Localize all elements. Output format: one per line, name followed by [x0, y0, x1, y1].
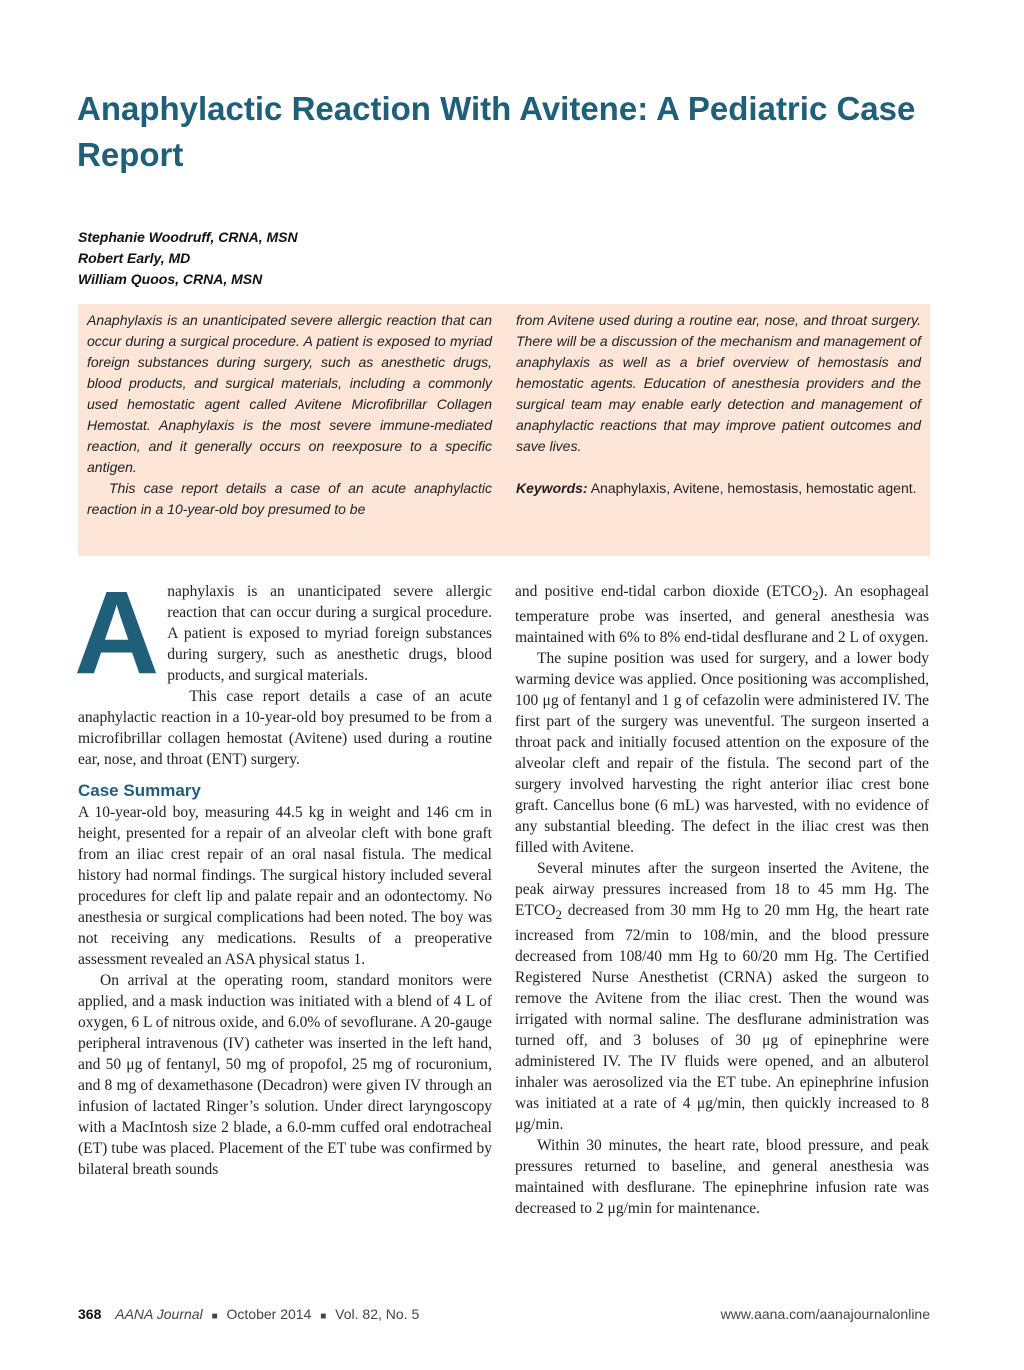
keywords [516, 478, 921, 499]
subscript: 2 [555, 907, 562, 923]
subscript: 2 [812, 588, 819, 604]
page-footer [78, 1306, 930, 1326]
intro-paragraph-2: This case report details a case of an acute anaphylactic reaction in a 10-year-old boy presumed to be from a microfibrillar collagen hemostat (Avitene) used during a routine ear, nose, and throat (ENT) surgery. [78, 688, 492, 768]
keywords-label: Keywords: [516, 480, 588, 496]
body-left-column [74, 567, 492, 1180]
abstract-paragraph-2-start: This case report details a case of an acute anaphylactic reaction in a 10-year-old boy presumed to be [87, 480, 492, 517]
footer-citation [78, 1306, 419, 1322]
body-right-column [515, 581, 929, 1219]
case-paragraph-3 [515, 581, 929, 648]
abstract-paragraph-2-end: from Avitene used during a routine ear, nose, and throat surgery. There will be a discussion of the mechanism and management of anaphylaxis as well as a brief overview of hemostasis and hemostatic agents. Education of anesthesia providers and the surgical team may enable early detection and management of anaphylactic reactions that may improve patient outcomes and save lives. [516, 312, 921, 454]
abstract-right-column [516, 310, 921, 499]
case-paragraph-1: A 10-year-old boy, measuring 44.5 kg in weight and 146 cm in height, presented for a repair of an alveolar cleft with bone graft from an iliac crest repair of an oral nasal fistula. The medical history had normal findings. The surgical history included several procedures for cleft lip and palate repair and an odontectomy. No anesthesia or surgical complications had been noted. The boy was not receiving any medications. Results of a preoperative assessment revealed an ASA physical status 1. [78, 804, 492, 968]
case-paragraph-5 [515, 858, 929, 1135]
article-title: Anaphylactic Reaction With Avitene: A Pediatric Case Report [77, 90, 916, 173]
case-paragraph-6: Within 30 minutes, the heart rate, blood pressure, and peak pressures returned to baseline, and general anesthesia was maintained with desflurane. The epinephrine infusion rate was decreased to 2 μg/min for maintenance. [515, 1137, 929, 1218]
abstract-left-column [87, 310, 492, 520]
keywords-list: Anaphylaxis, Avitene, hemostasis, hemostatic agent. [590, 480, 917, 496]
abstract-box [78, 304, 930, 556]
case-paragraph-5-a: Several minutes after the surgeon inserted the Avitene, the peak airway pressures increased from 18 to 45 mm Hg. The ETCO [515, 860, 929, 920]
case-paragraph-3-b: ). An esophageal temperature probe was inserted, and general anesthesia was maintained with 6% to 8% end-tidal desflurane and 2 L of oxygen. [515, 583, 930, 647]
section-heading: Case Summary [78, 781, 201, 800]
journal-name: AANA Journal [115, 1306, 203, 1322]
separator-icon: ■ [320, 1311, 327, 1322]
author-name: Robert Early, MD [78, 250, 191, 266]
case-paragraph-2: On arrival at the operating room, standard monitors were applied, and a mask induction was initiated with a blend of 4 L of oxygen, 6 L of nitrous oxide, and 6.0% of sevoflurane. A 20-gauge peripheral intravenous (IV) catheter was inserted in the left hand, and 50 μg of fentanyl, 50 mg of propofol, 25 mg of rocuronium, and 8 mg of dexamethasone (Decadron) were given IV through an infusion of lactated Ringer’s solution. Under direct laryngoscopy with a MacIntosh size 2 blade, a 6.0-mm cuffed oral endotracheal (ET) tube was placed. Placement of the ET tube was confirmed by bilateral breath sounds [78, 972, 492, 1178]
drop-cap: A [74, 567, 160, 699]
page-number: 368 [78, 1306, 102, 1322]
intro-paragraph-1-text: naphylaxis is an unanticipated severe allergic reaction that can occur during a surgical procedure. A patient is exposed to myriad foreign substances during surgery, such as anesthetic drugs, blood products, and surgical materials. [167, 583, 492, 684]
journal-url[interactable]: www.aana.com/aanajournalonline [720, 1306, 930, 1322]
abstract-paragraph-1: Anaphylaxis is an unanticipated severe allergic reaction that can occur during a surgical procedure. A patient is exposed to myriad foreign substances during surgery, such as anesthetic drugs, blood products, and surgical materials, including a commonly used hemostatic agent called Avitene Microfibrillar Collagen Hemostat. Anaphylaxis is the most severe immune-mediated reaction, and it generally occurs on reexposure to a specific antigen. [87, 312, 492, 475]
intro-paragraph-1 [74, 567, 492, 699]
case-paragraph-3-a: and positive end-tidal carbon dioxide (ETCO [515, 583, 813, 600]
volume-info: Vol. 82, No. 5 [335, 1306, 420, 1322]
case-paragraph-5-b: decreased from 30 mm Hg to 20 mm Hg, the heart rate increased from 72/min to 108/min, and the blood pressure decreased from 108/40 mm Hg to 60/20 mm Hg. The Certified Registered Nurse Anesthetist (CRNA) asked the surgeon to remove the Avitene from the iliac crest. Then the wound was irrigated with normal saline. The desflurane administration was turned off, and 3 boluses of 30 μg of epinephrine were administered IV. The IV fluids were opened, and an albuterol inhaler was aerosolized via the ET tube. An epinephrine infusion was initiated at a rate of 4 μg/min, then quickly increased to 8 μg/min. [515, 902, 929, 1134]
issue-date: October 2014 [226, 1306, 312, 1322]
separator-icon: ■ [211, 1311, 218, 1322]
author-name: Stephanie Woodruff, CRNA, MSN [78, 229, 298, 245]
author-name: William Quoos, CRNA, MSN [78, 271, 263, 287]
author-list [78, 227, 298, 290]
case-paragraph-4: The supine position was used for surgery, and a lower body warming device was applied. Once positioning was accomplished, 100 μg of fentanyl and 1 g of cefazolin were administered IV. The first part of the surgery was uneventful. The surgeon inserted a throat pack and initially focused attention on the exposure of the alveolar cleft and repair of the fistula. The second part of the surgery involved harvesting the right anterior iliac crest bone graft. Cancellus bone (6 mL) was harvested, with no evidence of any substantial bleeding. The defect in the iliac crest was then filled with Avitene. [515, 650, 929, 857]
